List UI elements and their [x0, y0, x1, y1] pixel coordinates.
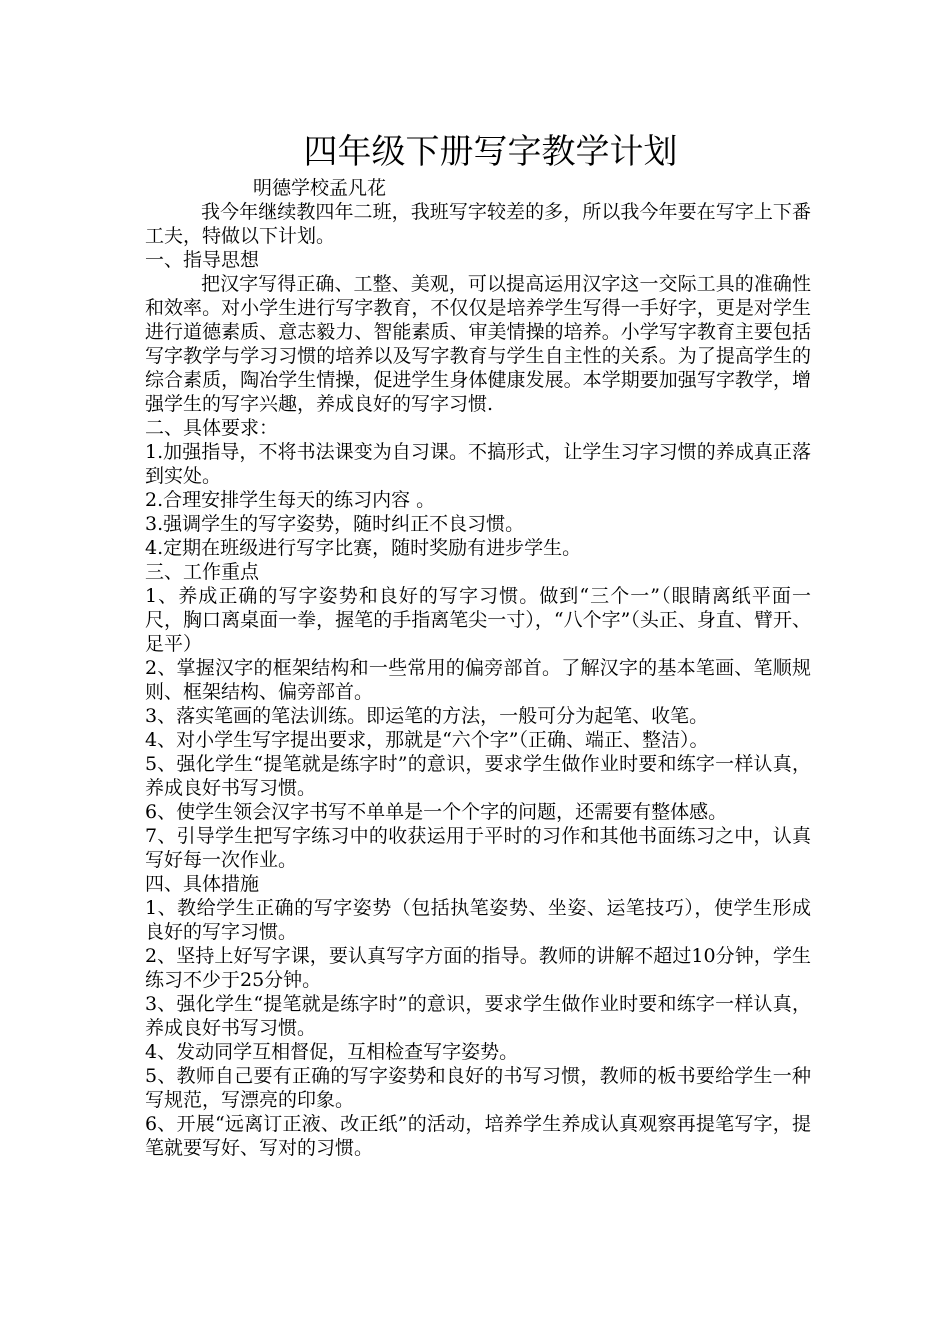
- list-item: 3、强化学生“提笔就是练字时”的意识，要求学生做作业时要和练字一样认真，养成良好书写习惯。: [145, 993, 811, 1039]
- list-item: 5、教师自己要有正确的写字姿势和良好的书写习惯，教师的板书要给学生一种写规范，写漂亮的印象。: [145, 1065, 811, 1111]
- document-author: 明德学校孟凡花: [253, 177, 387, 199]
- list-item: 1、养成正确的写字姿势和良好的写字习惯。做到“三个一”（眼睛离纸平面一尺，胸口离桌面一拳，握笔的手指离笔尖一寸），“八个字”（头正、身直、臂开、足平）: [145, 585, 811, 655]
- list-item: 3.强调学生的写字姿势，随时纠正不良习惯。: [145, 513, 525, 535]
- list-item: 4.定期在班级进行写字比赛，随时奖励有进步学生。: [145, 537, 582, 559]
- section-heading-requirements: 二、具体要求：: [145, 417, 279, 439]
- list-item: 3、落实笔画的笔法训练。即运笔的方法，一般可分为起笔、收笔。: [145, 705, 709, 727]
- list-item: 6、开展“远离订正液、改正纸”的活动，培养学生养成认真观察再提笔写字，提笔就要写好、写对的习惯。: [145, 1113, 811, 1159]
- section-heading-key-points: 三、工作重点: [145, 561, 260, 583]
- list-item: 5、强化学生“提笔就是练字时”的意识，要求学生做作业时要和练字一样认真，养成良好书写习惯。: [145, 753, 811, 799]
- list-item: 1.加强指导，不将书法课变为自习课。不搞形式，让学生习字习惯的养成真正落到实处。: [145, 441, 811, 487]
- section-paragraph: 把汉字写得正确、工整、美观，可以提高运用汉字这一交际工具的准确性和效率。对小学生进行写字教育，不仅仅是培养学生写得一手好字，更是对学生进行道德素质、意志毅力、智能素质、审美情操的培养。小学写字教育主要包括写字教学与学习习惯的培养以及写字教育与学生自主性的关系。为了提高学生的综合素质，陶冶学生情操，促进学生身体健康发展。本学期要加强写字教学，增强学生的写字兴趣，养成良好的写字习惯.: [145, 273, 811, 415]
- section-heading-measures: 四、具体措施: [145, 873, 260, 895]
- intro-paragraph: 我今年继续教四年二班，我班写字较差的多，所以我今年要在写字上下番工夫，特做以下计划。: [145, 201, 811, 247]
- list-item: 2、掌握汉字的框架结构和一些常用的偏旁部首。了解汉字的基本笔画、笔顺规则、框架结构、偏旁部首。: [145, 657, 811, 703]
- document-body: [145, 128, 811, 1160]
- list-item: 4、对小学生写字提出要求，那就是“六个字”（正确、端正、整洁）。: [145, 729, 709, 751]
- list-item: 1、教给学生正确的写字姿势（包括执笔姿势、坐姿、运笔技巧），使学生形成良好的写字习惯。: [145, 897, 811, 943]
- list-item: 4、发动同学互相督促，互相检查写字姿势。: [145, 1041, 519, 1063]
- section-heading-guiding-idea: 一、指导思想: [145, 249, 260, 271]
- list-item: 6、使学生领会汉字书写不单单是一个个字的问题，还需要有整体感。: [145, 801, 728, 823]
- list-item: 7、引导学生把写字练习中的收获运用于平时的习作和其他书面练习之中，认真写好每一次作业。: [145, 825, 811, 871]
- list-item: 2、坚持上好写字课，要认真写字方面的指导。教师的讲解不超过10分钟，学生练习不少于25分钟。: [145, 945, 811, 991]
- list-item: 2.合理安排学生每天的练习内容 。: [145, 489, 436, 511]
- document-title: 四年级下册写字教学计划: [303, 132, 678, 172]
